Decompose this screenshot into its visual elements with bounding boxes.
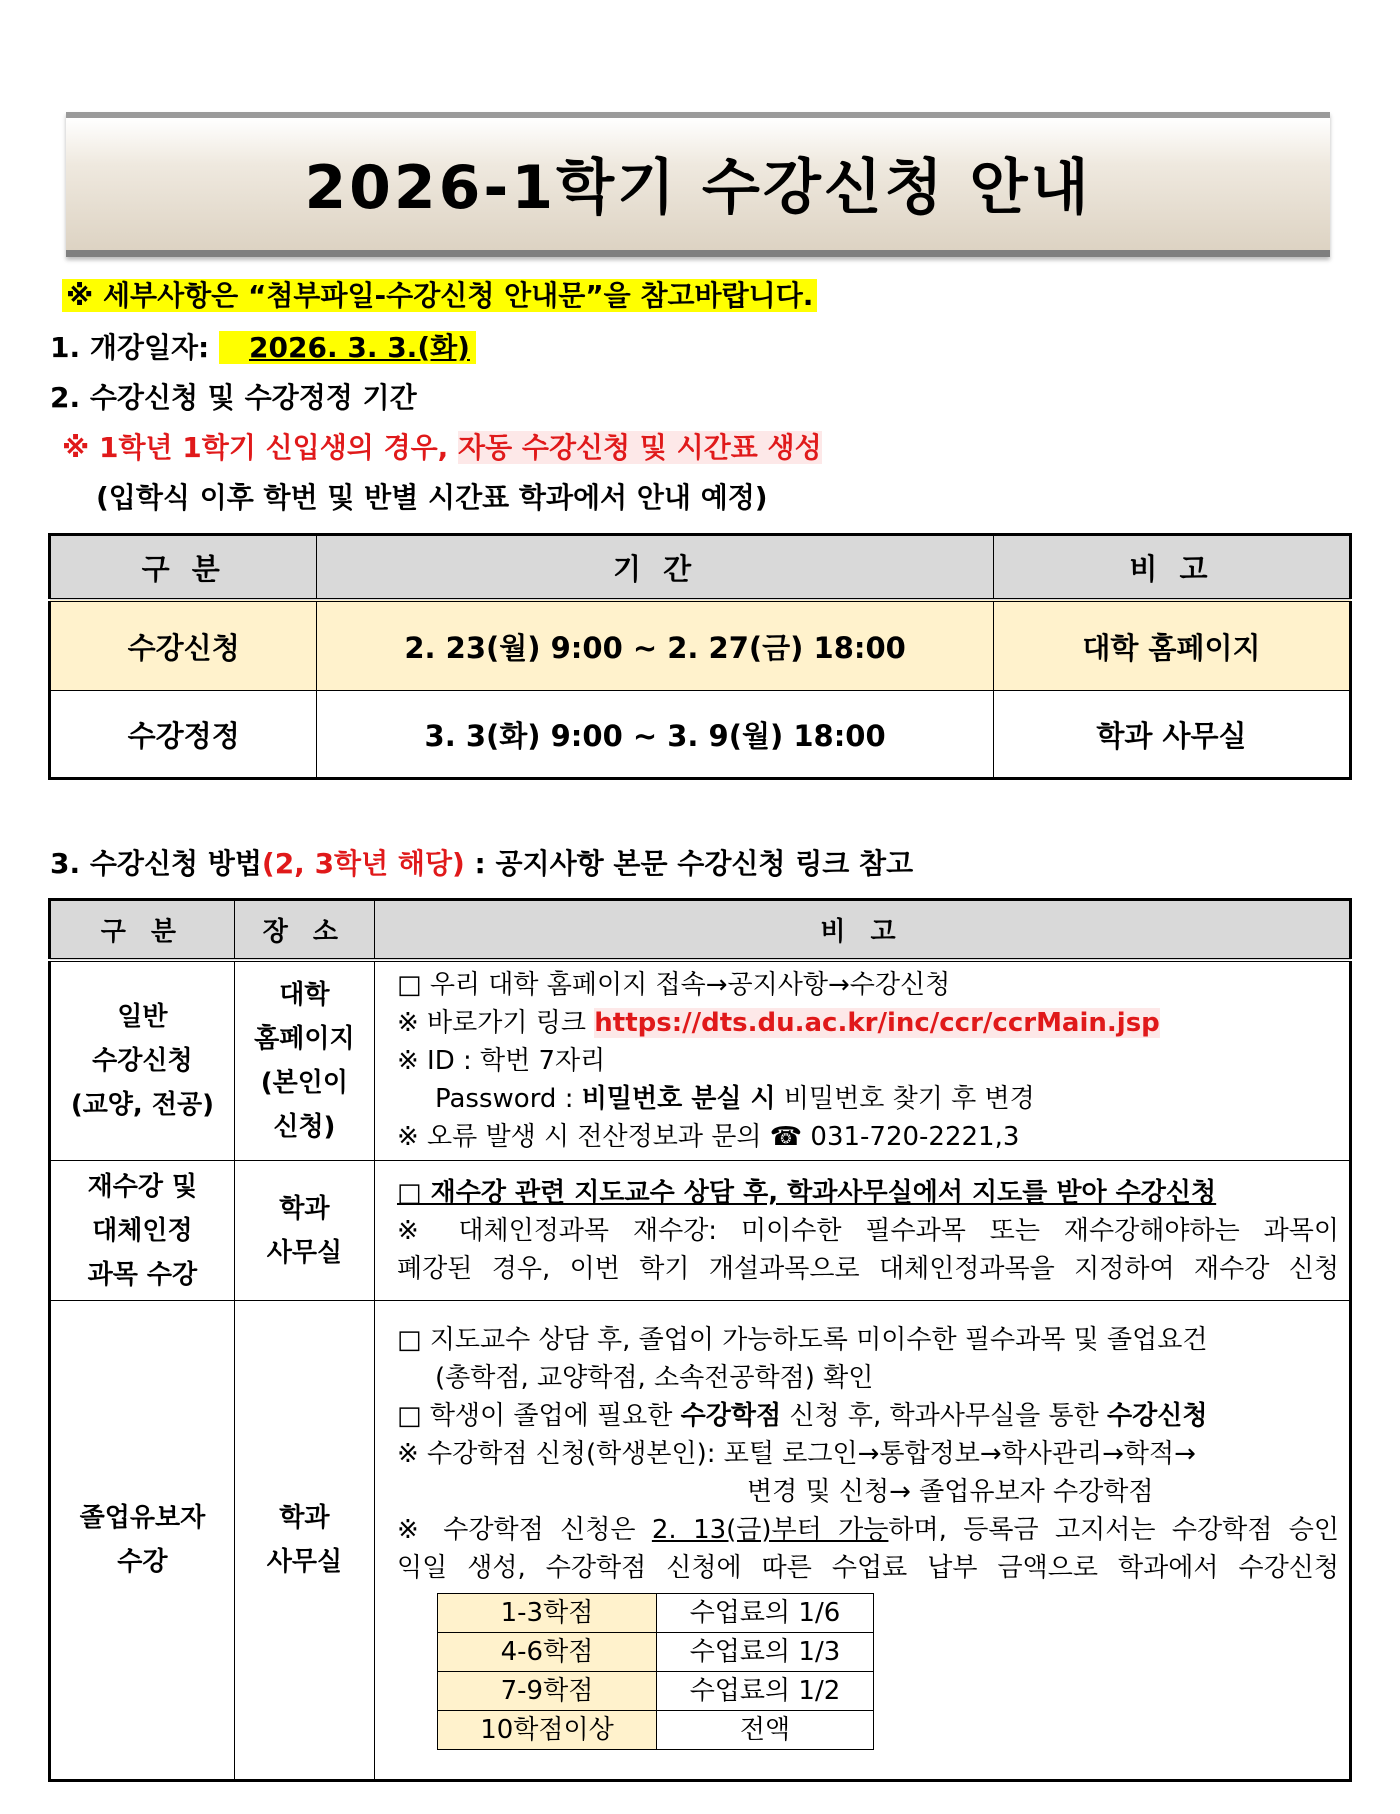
- fee-table: [437, 1593, 874, 1750]
- opening-date-line: [50, 326, 476, 366]
- fee-credits: 4-6학점: [437, 1632, 656, 1671]
- method-table: [48, 898, 1352, 1782]
- freshman-subnote: (입학식 이후 학번 및 반별 시간표 학과에서 안내 예정): [96, 481, 768, 514]
- fee-credits: 10학점이상: [437, 1710, 656, 1749]
- text-span: ※ 수강학점 신청은: [396, 1514, 652, 1545]
- fee-row: [437, 1671, 873, 1710]
- text-underline: 2. 13(금)부터 가능: [651, 1514, 889, 1545]
- type-line: 일반: [117, 1002, 168, 1032]
- note-line: □ 지도교수 상담 후, 졸업이 가능하도록 미이수한 필수과목 및 졸업요건: [396, 1324, 1208, 1355]
- type-line: 졸업유보자: [79, 1503, 206, 1533]
- section2-heading: 2. 수강신청 및 수강정정 기간: [50, 381, 417, 414]
- section3-heading-b: : 공지사항 본문 수강신청 링크 참고: [464, 847, 914, 880]
- note-line: ※ 수강학점 신청(학생본인): 포털 로그인→통합정보→학사관리→학적→: [396, 1438, 1196, 1469]
- fee-credits: 7-9학점: [437, 1671, 656, 1710]
- type-line: (교양, 전공): [70, 1090, 214, 1120]
- section3-heading-red: (2, 3학년 해당): [261, 847, 465, 880]
- fee-row: [437, 1710, 873, 1749]
- link-label: ※ 바로가기 링크: [396, 1008, 595, 1038]
- place-cell: [234, 960, 374, 1161]
- note-line: [397, 1080, 1339, 1118]
- fee-row: [437, 1593, 873, 1632]
- place-cell: [234, 1301, 374, 1781]
- table-row: [50, 960, 1351, 1161]
- header-cell: 기 간: [317, 535, 993, 601]
- phone-icon: ☎: [769, 1122, 803, 1152]
- notice-text: ※ 세부사항은 “첨부파일-수강신청 안내문”을 참고바랍니다.: [62, 279, 817, 312]
- table-row: [50, 1161, 1351, 1301]
- table-row: [50, 1301, 1351, 1781]
- password-suffix: 비밀번호 찾기 후 변경: [775, 1084, 1035, 1114]
- title-banner: [66, 112, 1330, 257]
- note-line: ※ ID : 학번 7자리: [396, 1046, 606, 1076]
- password-label: Password :: [434, 1084, 582, 1114]
- fee-amount: 수업료의 1/3: [656, 1632, 873, 1671]
- table-cell: 3. 3(화) 9:00 ~ 3. 9(월) 18:00: [317, 691, 993, 779]
- place-line: 사무실: [266, 1237, 343, 1268]
- fee-amount: 수업료의 1/2: [656, 1671, 873, 1710]
- place-cell: [234, 1161, 374, 1301]
- header-cell: 장 소: [234, 900, 374, 961]
- note-line: [397, 1397, 1339, 1435]
- freshman-prefix: ※ 1학년 1학기 신입생의 경우,: [62, 431, 459, 464]
- header-cell: 구 분: [50, 535, 317, 601]
- freshman-highlight: 자동 수강신청 및 시간표 생성: [458, 431, 822, 464]
- header-cell: 구 분: [50, 900, 235, 961]
- place-line: 대학: [279, 980, 330, 1010]
- method-table-header: [50, 900, 1351, 961]
- text-span: □ 학생이 졸업에 필요한: [396, 1400, 681, 1431]
- opening-date: 2026. 3. 3.(화): [219, 331, 476, 364]
- header-cell: 비 고: [374, 900, 1350, 961]
- place-line: 학과: [279, 1503, 330, 1533]
- place-line: (본인이: [260, 1068, 349, 1098]
- opening-label: 1. 개강일자:: [50, 331, 220, 364]
- text-span: 신청 후, 학과사무실을 통한: [781, 1400, 1107, 1431]
- text-span: 하며, 등록금 고지서는 수강학점 승인: [888, 1514, 1339, 1545]
- type-line: 재수강 및: [87, 1171, 198, 1202]
- section3-heading-a: 3. 수강신청 방법: [50, 847, 262, 880]
- period-table: [48, 533, 1352, 780]
- fee-credits: 1-3학점: [437, 1593, 656, 1632]
- text-bold: 수강신청: [1107, 1400, 1208, 1431]
- freshman-note: [62, 426, 822, 466]
- fee-amount: 전액: [656, 1710, 873, 1749]
- phone-number: 031-720-2221,3: [802, 1122, 1020, 1152]
- table-cell: 대학 홈페이지: [993, 600, 1350, 691]
- contact-label: ※ 오류 발생 시 전산정보과 문의: [396, 1122, 770, 1152]
- text-bold: 수강학점: [680, 1400, 782, 1431]
- note-line: □ 재수강 관련 지도교수 상담 후, 학과사무실에서 지도를 받아 수강신청: [396, 1177, 1217, 1208]
- type-line: 수강: [117, 1547, 168, 1577]
- password-bold: 비밀번호 분실 시: [581, 1084, 776, 1114]
- notice-line: [62, 274, 817, 314]
- type-line: 과목 수강: [87, 1259, 198, 1290]
- place-line: 사무실: [266, 1547, 343, 1577]
- header-cell: 비 고: [993, 535, 1350, 601]
- table-cell: 학과 사무실: [993, 691, 1350, 779]
- page-title: 2026-1학기 수강신청 안내: [304, 153, 1092, 223]
- place-line: 홈페이지: [254, 1024, 355, 1054]
- fee-row: [437, 1632, 873, 1671]
- fee-amount: 수업료의 1/6: [656, 1593, 873, 1632]
- note-line: [397, 1004, 1339, 1042]
- note-line: (총학점, 교양학점, 소속전공학점) 확인: [434, 1362, 874, 1393]
- type-line: 대체인정: [92, 1215, 193, 1246]
- place-line: 학과: [279, 1193, 330, 1224]
- note-cell: [374, 1161, 1350, 1301]
- note-line: □ 우리 대학 홈페이지 접속→공지사항→수강신청: [396, 970, 951, 1000]
- table-row: [50, 691, 1351, 779]
- table-cell: 2. 23(월) 9:00 ~ 2. 27(금) 18:00: [317, 600, 993, 691]
- note-line: [397, 1511, 1339, 1549]
- section3-heading: [50, 842, 913, 882]
- type-line: 수강신청: [92, 1046, 193, 1076]
- place-line: 신청): [273, 1112, 336, 1142]
- table-cell: 수강신청: [50, 600, 317, 691]
- table-row: [50, 600, 1351, 691]
- period-table-header: [50, 535, 1351, 601]
- table-cell: 수강정정: [50, 691, 317, 779]
- registration-link[interactable]: https://dts.du.ac.kr/inc/ccr/ccrMain.jsp: [594, 1008, 1160, 1038]
- note-line: [397, 1118, 1339, 1156]
- note-line: 익일 생성, 수강학점 신청에 따른 수업료 납부 금액으로 학과에서 수강신청: [396, 1552, 1339, 1583]
- type-cell: [50, 1161, 235, 1301]
- note-cell: [374, 960, 1350, 1161]
- type-cell: [50, 960, 235, 1161]
- note-line: ※ 대체인정과목 재수강: 미이수한 필수과목 또는 재수강해야하는 과목이: [396, 1215, 1339, 1246]
- note-line: 변경 및 신청→ 졸업유보자 수강학점: [746, 1476, 1154, 1507]
- note-line: 폐강된 경우, 이번 학기 개설과목으로 대체인정과목을 지정하여 재수강 신청: [396, 1253, 1339, 1284]
- note-cell: [374, 1301, 1350, 1781]
- type-cell: [50, 1301, 235, 1781]
